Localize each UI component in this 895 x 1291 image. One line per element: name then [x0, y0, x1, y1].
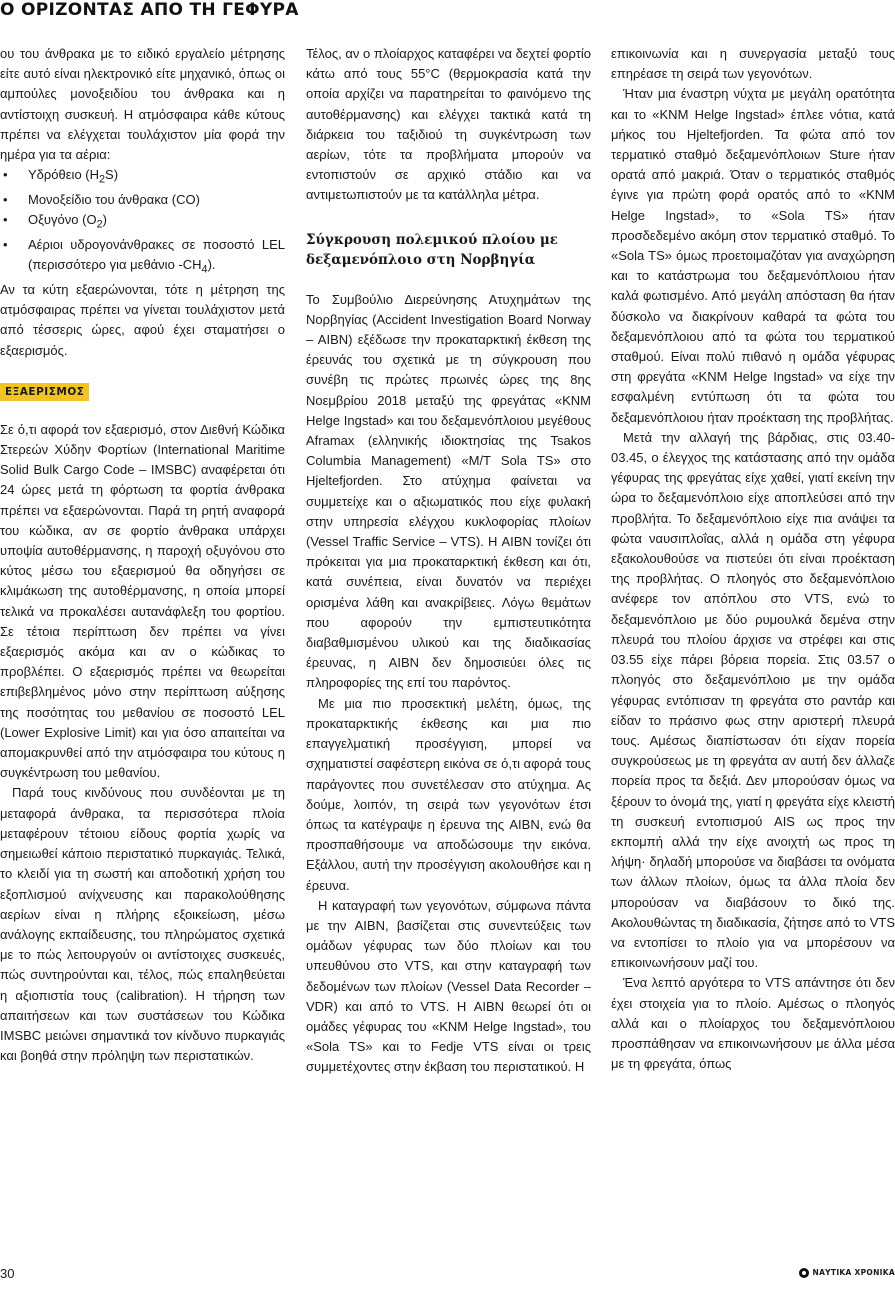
paragraph: Η καταγραφή των γεγονότων, σύμφωνα πάντα με την AIBN, βασίζεται στις συνεντεύξεις των ομάδων γέφυρας των δύο πλοίων και του υπευθύνου στο VTS, και στην καταγραφή των δεδομένων των πλοίων (Vessel Data Recorder – VDR) και από το VTS. Η AIBN θεωρεί ότι οι ομάδες γέφυρας του «KNM Helge Ingstad», του «Sola TS» και το Fedje VTS είναι οι τρεις συμμετέχοντες στην έκβαση του περιστατικού. Η — [306, 897, 591, 1075]
bullet-icon: • — [3, 192, 8, 208]
brand-name: ΝΑΥΤΙΚΑ ΧΡΟΝΙΚΑ — [812, 1268, 895, 1277]
bullet-icon: • — [3, 212, 8, 228]
paragraph: Ήταν μια έναστρη νύχτα με μεγάλη ορατότητα και το «KNM Helge Ingstad» έπλεε νότια, κατά μήκος του Hjeltefjorden. Τα φώτα από τον τερματικό σταθμό δεξαμενόπλοιων Sture ήταν ορατά από μακριά. Όταν ο τερματικός σταθμός έγινε για πρώτη φορά ορατός από το «KNM Helge Ingstad», το «Sola TS» ήταν προσδεδεμένο ακόμη στον τερματικό σταθμό. Το «Sola TS» όμως προετοιμαζόταν για αναχώρηση και το κατάστρωμα του δεξαμενόπλοιου ήταν καλά φωτισμένο. Από μεγάλη απόσταση θα ήταν δύσκολο να διακρίνουν καθαρά τα φώτα του δεξαμενόπλοιου από τα φώτα του τερματικού σταθμού. Είναι πολύ πιθανό η ομάδα γέφυρας στη φρεγάτα «KNM Helge Ingstad» να είχε την εσφαλμένη εντύπωση ότι τα φώτα του δεξαμενόπλοιου ήταν προέκταση της προβλήτας. — [611, 86, 895, 425]
column-1 — [0, 44, 285, 1254]
paragraph: ου του άνθρακα με το ειδικό εργαλείο μέτρησης είτε αυτό είναι ηλεκτρονικό είτε μηχανικό, όπως οι αμπούλες μονοξειδίου του άνθρακα και η αντίστοιχη συσκευή. Η ατμόσφαιρα κάθε κύτους πρέπει να ελέγχεται τουλάχιστον μία φορά την ημέρα για τα αέρια: — [0, 46, 285, 163]
paragraph: Το Συμβούλιο Διερεύνησης Ατυχημάτων της Νορβηγίας (Accident Investigation Board Norway – AIBN) εξέδωσε την προκαταρκτική έκθεση της έρευνάς του σχετικά με τη σύγκρουση που συνέβη τις πρώτες πρωινές ώρες της 8ης Νοεμβρίου 2018 μεταξύ της φρεγάτας «KNM Helge Ingstad» και του δεξαμενόπλοιου μεγέθους Aframax (ελληνικής ιδιοκτησίας της Tsakos Columbia Management) «M/T Sola TS» στο Hjeltefjorden. Στο ατύχημα φαίνεται να συμμετείχε και ο αξιωματικός που είχε φυλακή στην υπηρεσία ελέγχου κυκλοφορίας πλοίων (Vessel Traffic Service – VTS). Η AIBN τονίζει ότι πρόκειται για μια προκαταρκτική έκθεση και ότι, κατά συνέπεια, είναι δυνατόν να περιέχει ορισμένα λάθη και ανακρίβειες. Λόγω θεμάτων που αφορούν την εμπιστευτικότητα διαβαθμισμένου υλικού και της διαδικασίας έρευνας, η AIBN δεν δημοσιεύει όλες τις πληροφορίες της επί του παρόντος. — [306, 291, 591, 691]
paragraph: Μετά την αλλαγή της βάρδιας, στις 03.40-03.45, ο έλεγχος της κατάστασης από την ομάδα γέφυρας της φρεγάτας είχε χαθεί, γιατί εκείνη την ώρα το δεξαμενόπλοιο είχε αποπλεύσει από την προβλήτα. Το δεξαμενόπλοιο είχε πια ανάψει τα φώτα ναυσιπλοΐας, αλλά η ομάδα στη γέφυρα εξακολουθούσε να πιστεύει ότι είναι προέκταση της προβλήτας. Ο πλοηγός στο δεξαμενόπλοιο ανέφερε τον απόπλου στο VTS, ενώ το δεξαμενόπλοιο με δύο ρυμουλκά δεμένα στην πλευρά του πλοίου άρχισε να στρέφει και στις 03.55 είχε πάρει βόρεια πορεία. Στις 03.57 ο πλοηγός στο δεξαμενόπλοιο με την ομάδα γέφυρας εντόπισαν τη φρεγάτα στο ραντάρ και είδαν το πράσινο φως στην αριστερή πλευρά τους. Αμέσως διαπίστωσαν ότι είχαν πορεία συγκρούσεως με τη φρεγάτα αν αυτή δεν άλλαζε πορεία προς τα δεξιά. Δεν μπορούσαν όμως να ξέρουν το όνομά της, γιατί η φρεγάτα είχε κλειστή τη συσκευή εντοπισμού AIS ως προς την εκπομπή αλλά την είχε ανοιχτή ως προς τη λήψη· δηλαδή μπορούσε να διαβάσει τα ονόματα των άλλων πλοίων, όμως τα άλλα πλοία δεν μπορούσαν να διαβάσουν το δικό της. Ακολουθώντας τη διαδικασία, ζήτησε από το VTS να εντοπίσει το πλοίο για να μπορέσουν να επικοινωνήσουν μαζί του. — [611, 429, 895, 971]
section-header: Ο ΟΡΙΖΟΝΤΑΣ ΑΠΟ ΤΗ ΓΕΦΥΡΑ — [0, 0, 299, 20]
paragraph: Αν τα κύτη εξαερώνονται, τότε η μέτρηση της ατμόσφαιρας πρέπει να γίνεται τουλάχιστον μετά από τέσσερις ώρες, αφού έχει σταματήσει ο εξαερισμός. — [0, 282, 285, 358]
gas-list — [0, 165, 285, 280]
paragraph: Ένα λεπτό αργότερα το VTS απάντησε ότι δεν έχει στοιχεία για το πλοίο. Αμέσως ο πλοηγός αλλά και ο πλοίαρχος του δεξαμενόπλοιου προσπάθησαν να επικοινωνήσουν με άλλα μέσα με τη φρεγάτα, όπως — [611, 975, 895, 1072]
bullet-icon: • — [3, 237, 8, 253]
section-label: ΕΞΑΕΡΙΣΜΟΣ — [0, 383, 89, 401]
bullet-icon: • — [3, 167, 8, 183]
paragraph: επικοινωνία και η συνεργασία μεταξύ τους επηρέασε τη σειρά των γεγονότων. — [611, 46, 895, 82]
nautika-logo-icon — [799, 1268, 809, 1278]
paragraph: Με μια πιο προσεκτική μελέτη, όμως, της προκαταρκτικής έκθεσης και μια πιο επαγγελματική προσέγγιση, μπορεί να σχηματιστεί σαφέστερη εικόνα σε ό,τι αφορά τους παράγοντες που συνετέλεσαν στο ατύχημα. Ας δούμε, λοιπόν, τη σειρά των γεγονότων έτσι όπως τα κατέγραψε η έρευνα της AIBN, ενώ θα προσπαθήσουμε να αποδώσουμε την εικόνα. Εξάλλου, αυτή την προσέγγιση ακολουθήσε και η έρευνα. — [306, 695, 591, 893]
column-2 — [306, 44, 591, 1254]
paragraph: Σε ό,τι αφορά τον εξαερισμό, στον Διεθνή Κώδικα Στερεών Χύδην Φορτίων (International Maritime Solid Bulk Cargo Code – IMSBC) αναφέρεται ότι 24 ώρες μετά τη φόρτωση τα φορτία άνθρακα πρέπει να εξαερώνονται. Παρά τη ρητή αναφορά του κώδικα, αν σε φορτίο άνθρακα υπάρχει υποψία αυτοθέρμανσης, η παροχή οξυγόνου στο κύτος μέσω του εξαερισμού θα οδηγήσει σε κλιμάκωση της αυτοθέρμανσης, η οποία μπορεί τελικά να προκαλέσει αυτανάφλεξη του φορτίου. Σε τέτοια περίπτωση δεν πρέπει να γίνει εξαερισμός ακόμα και αν ο κώδικας το προβλέπει. Ο εξαερισμός πρέπει να θεωρείται επιβεβλημένος μόνο στην περίπτωση αύξησης της ποσότητας του μεθανίου σε ποσοστό LEL (Lower Explosive Limit) και για όσο απαιτείται να απομακρυνθεί από την ατμόσφαιρα του κύτους η συγκέντρωση του μεθανίου. — [0, 421, 285, 781]
publication-brand — [799, 1267, 895, 1279]
paragraph: Τέλος, αν ο πλοίαρχος καταφέρει να δεχτεί φορτίο κάτω από τους 55°C (θερμοκρασία κατά την οποία αρχίζει να παρατηρείται το φαινόμενο της αυτοθέρμανσης) και ελέγχει τακτικά κατά τη διάρκεια του ταξιδιού τη συγκέντρωση των αερίων, τότε τα προβλήματα μπορούν να εντοπιστούν σε αρχικό στάδιο και να αντιμετωπιστούν με τα κατάλληλα μέτρα. — [306, 46, 591, 203]
column-3 — [611, 44, 895, 1254]
article-subheading: Σύγκρουση πολεμικού πλοίου με δεξαμενόπλοιο στη Νορβηγία — [306, 231, 558, 268]
list-item: • Υδρόθειο $(H_2S)$ — [3, 167, 119, 186]
list-item: • Μονοξείδιο του άνθρακα (CO) — [0, 190, 285, 210]
list-item: • Αέριοι υδρογονάνθρακες σε ποσοστό LEL (περισσότερο για μεθάνιο $-CH_4$). — [3, 237, 285, 276]
page-number: 30 — [0, 1266, 15, 1281]
paragraph: Παρά τους κινδύνους που συνδέονται με τη μεταφορά άνθρακα, τα περισσότερα πλοία μεταφέρουν τέτοιου είδους φορτία χωρίς να σημειωθεί κάποιο περιστατικό πυρκαγιάς. Τελικά, το κλειδί για τη σωστή και αποδοτική χρήση του εξοπλισμού ανίχνευσης και παρακολούθησης αερίων είναι η πλήρης εξοικείωση, μέσω ανάλογης εκπαίδευσης, του πληρώματος σχετικά με το πώς λειτουργούν οι αντίστοιχες συσκευές, πώς συντηρούνται και, τέλος, πώς επαληθεύεται η αξιοπιστία τους (calibration). Η τήρηση των απαιτήσεων και των συστάσεων του Κώδικα IMSBC μειώνει σημαντικά τον κίνδυνο πυρκαγιάς και βοηθά στην πρόληψη των περιστατικών. — [0, 785, 285, 1064]
list-item: • Οξυγόνο $(O_2)$ — [3, 212, 107, 231]
